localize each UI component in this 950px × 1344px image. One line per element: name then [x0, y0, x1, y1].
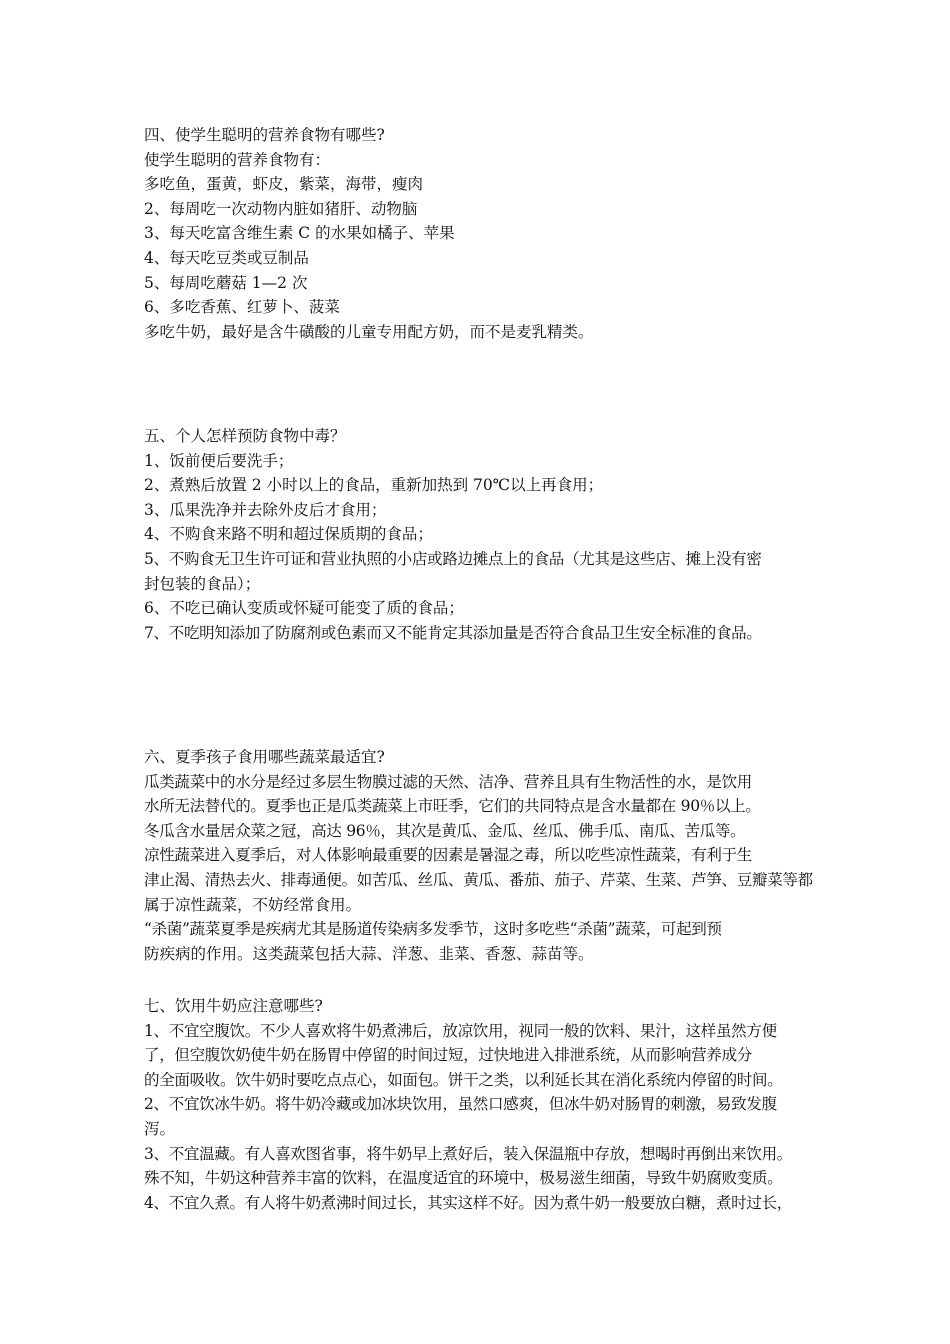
paragraph-line: 使学生聪明的营养食物有：	[144, 150, 331, 169]
list-item: 2、每周吃一次动物内脏如猪肝、动物脑	[144, 199, 418, 218]
paragraph-line: 防疾病的作用。这类蔬菜包括大蒜、洋葱、韭菜、香葱、蒜苗等。	[144, 944, 594, 963]
paragraph-line: 水所无法替代的。夏季也正是瓜类蔬菜上市旺季，它们的共同特点是含水量都在 90％以上。	[144, 797, 761, 816]
list-item: 1、饭前便后要洗手；	[144, 451, 294, 470]
paragraph-line: 的全面吸收。饮牛奶时要吃点点心，如面包。饼干之类，以利延长其在消化系统内停留的时间。	[144, 1070, 783, 1089]
section-smart-foods	[144, 123, 814, 344]
list-item: 3、瓜果洗净并去除外皮后才食用；	[144, 500, 387, 519]
section-heading: 四、使学生聪明的营养食物有哪些?	[144, 126, 385, 144]
list-item: 4、不购食来路不明和超过保质期的食品；	[144, 525, 433, 544]
paragraph-line: 凉性蔬菜进入夏季后，对人体影响最重要的因素是暑湿之毒，所以吃些凉性蔬菜，有利于生	[144, 846, 753, 865]
list-item: 6、不吃已确认变质或怀疑可能变了质的食品；	[144, 599, 464, 618]
paragraph-line: 泻。	[144, 1119, 176, 1138]
paragraph-line: 3、不宜温藏。有人喜欢图省事，将牛奶早上煮好后，装入保温瓶中存放，想喝时再倒出来饮用。	[144, 1144, 792, 1163]
paragraph-line: 瓜类蔬菜中的水分是经过多层生物膜过滤的天然、洁净、营养且具有生物活性的水，是饮用	[144, 772, 753, 791]
section-summer-vegetables	[144, 745, 814, 966]
list-item: 3、每天吃富含维生素 C 的水果如橘子、苹果	[144, 224, 455, 243]
list-item: 7、不吃明知添加了防腐剂或色素而又不能肯定其添加量是否符合食品卫生安全标准的食品。	[144, 623, 762, 642]
paragraph-line: 了，但空腹饮奶使牛奶在肠胃中停留的时间过短，过快地进入排泄系统，从而影响营养成分	[144, 1046, 753, 1065]
list-item: 5、不购食无卫生许可证和营业执照的小店或路边摊点上的食品（尤其是这些店、摊上没有密	[144, 549, 762, 568]
section-heading: 五、个人怎样预防食物中毒？	[144, 427, 346, 445]
paragraph-line: 冬瓜含水量居众菜之冠，高达 96％，其次是黄瓜、金瓜、丝瓜、佛手瓜、南瓜、苦瓜等。	[144, 821, 746, 840]
section-milk	[144, 994, 814, 1215]
paragraph-line: 津止渴、清热去火、排毒通便。如苦瓜、丝瓜、黄瓜、番茄、茄子、芹菜、生菜、芦笋、豆瓣菜等都	[144, 870, 813, 889]
section-heading: 七、饮用牛奶应注意哪些?	[144, 997, 323, 1015]
list-item: 4、每天吃豆类或豆制品	[144, 248, 309, 267]
paragraph-line: “杀菌”蔬菜夏季是疾病尤其是肠道传染病多发季节，这时多吃些“杀菌”蔬菜，可起到预	[144, 920, 722, 939]
paragraph-line: 2、不宜饮冰牛奶。将牛奶冷藏或加冰块饮用，虽然口感爽，但冰牛奶对肠胃的刺激，易致发腹	[144, 1095, 777, 1114]
paragraph-line: 多吃鱼，蛋黄，虾皮，紫菜，海带，瘦肉	[144, 175, 424, 194]
paragraph-line: 4、不宜久煮。有人将牛奶煮沸时间过长，其实这样不好。因为煮牛奶一般要放白糖，煮时过长，	[144, 1193, 792, 1212]
list-item: 6、多吃香蕉、红萝卜、菠菜	[144, 298, 340, 317]
list-item: 5、每周吃蘑菇 1—2 次	[144, 273, 308, 292]
list-item: 2、煮熟后放置 2 小时以上的食品，重新加热到 70℃以上再食用；	[144, 476, 604, 495]
paragraph-line: 殊不知，牛奶这种营养丰富的饮料，在温度适宜的环境中，极易滋生细菌，导致牛奶腐败变质。	[144, 1169, 783, 1188]
paragraph-line: 多吃牛奶，最好是含牛磺酸的儿童专用配方奶，而不是麦乳精类。	[144, 322, 594, 341]
section-food-poisoning	[144, 424, 814, 645]
paragraph-line: 1、不宜空腹饮。不少人喜欢将牛奶煮沸后，放凉饮用，视同一般的饮料、果汁，这样虽然方便	[144, 1021, 777, 1040]
list-item-continuation: 封包装的食品）；	[144, 574, 261, 593]
section-heading: 六、夏季孩子食用哪些蔬菜最适宜?	[144, 748, 385, 766]
paragraph-line: 属于凉性蔬菜，不妨经常食用。	[144, 895, 362, 914]
